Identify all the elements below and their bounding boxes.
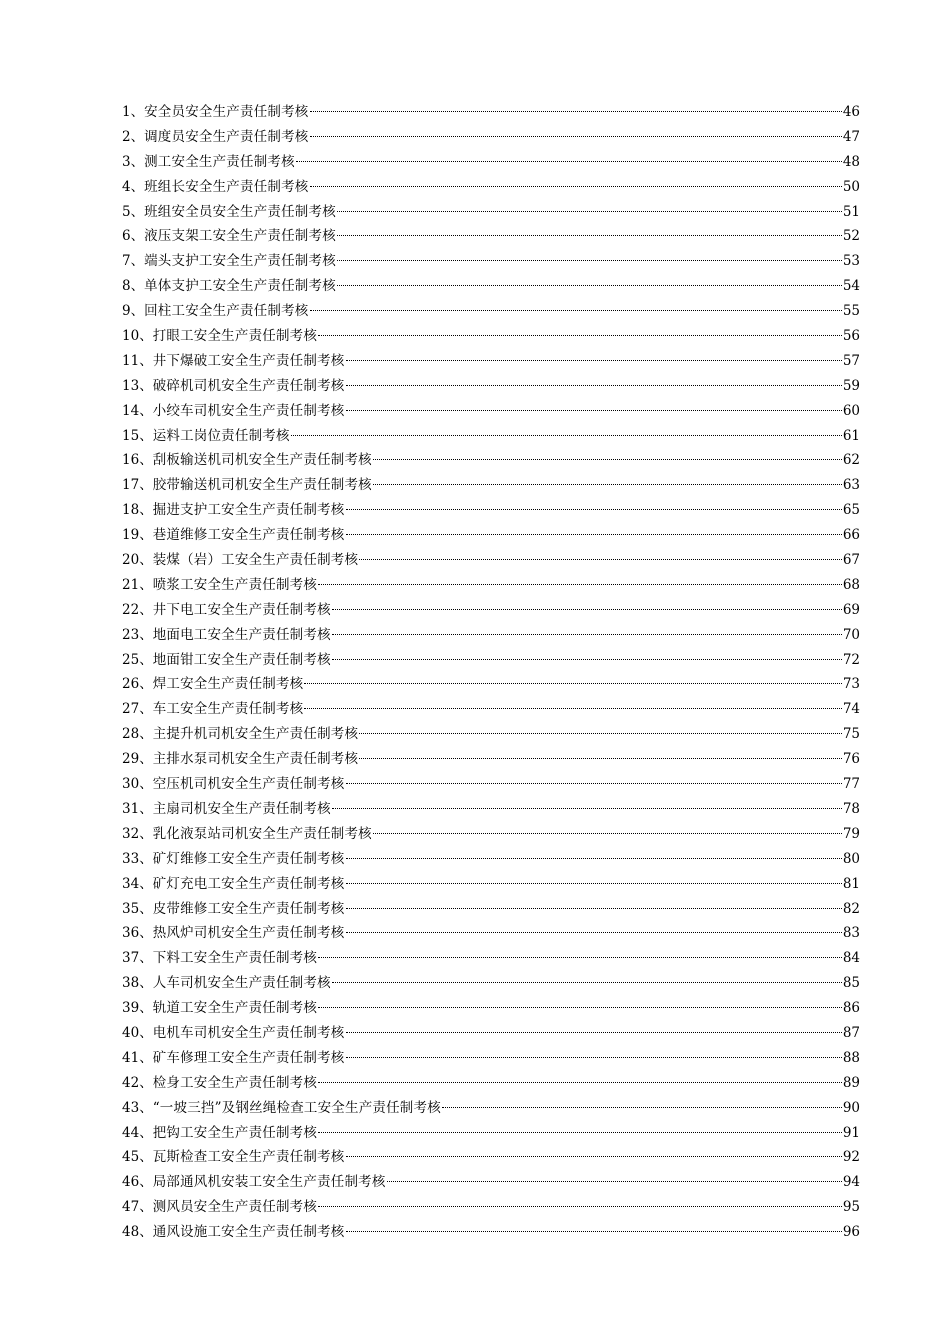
toc-entry[interactable] [122, 150, 860, 175]
toc-dot-leader [318, 957, 842, 958]
toc-entry-separator: 、 [139, 626, 153, 643]
toc-entry-separator: 、 [130, 278, 145, 295]
toc-entry-title: 下料工安全生产责任制考核 [152, 950, 318, 967]
toc-entry-number: 40 [122, 1024, 140, 1041]
toc-entry-separator: 、 [139, 477, 153, 494]
toc-entry-number: 32 [122, 825, 140, 842]
toc-entry-number: 14 [122, 402, 140, 419]
toc-entry-page-number: 74 [842, 701, 860, 718]
toc-entry-number: 6 [122, 228, 131, 245]
toc-dot-leader [346, 1231, 842, 1232]
toc-dot-leader [337, 235, 842, 236]
toc-entry-page-number: 85 [842, 975, 860, 992]
toc-entry-page-number: 51 [842, 203, 860, 220]
toc-entry-title: 单体支护工安全生产责任制考核 [144, 278, 336, 295]
toc-entry-number: 17 [122, 477, 140, 494]
toc-entry-page-number: 53 [842, 253, 860, 270]
toc-entry-title: 测风员安全生产责任制考核 [152, 1199, 318, 1216]
toc-entry-number: 21 [122, 576, 140, 593]
toc-entry-separator: 、 [130, 303, 145, 320]
toc-entry-page-number: 63 [842, 477, 860, 494]
toc-entry-number: 10 [122, 328, 140, 345]
toc-entry-separator: 、 [139, 527, 153, 544]
toc-entry-number: 36 [122, 925, 140, 942]
toc-entry-separator: 、 [139, 1149, 153, 1166]
toc-entry-title: 回柱工安全生产责任制考核 [144, 303, 309, 320]
toc-dot-leader [346, 534, 842, 535]
toc-entry-title: 检身工安全生产责任制考核 [152, 1074, 318, 1091]
toc-dot-leader [318, 1007, 842, 1008]
toc-entry-title: 井下电工安全生产责任制考核 [152, 601, 331, 618]
toc-entry[interactable] [122, 324, 860, 349]
toc-entry-title: 矿灯充电工安全生产责任制考核 [152, 875, 345, 892]
toc-dot-leader [346, 509, 842, 510]
toc-entry-separator: 、 [139, 776, 153, 793]
toc-entry-number: 28 [122, 726, 140, 743]
toc-entry-separator: 、 [139, 402, 153, 419]
toc-entry[interactable] [122, 274, 860, 299]
toc-entry-title: 调度员安全生产责任制考核 [144, 128, 309, 145]
toc-entry-separator: 、 [139, 651, 153, 668]
toc-entry-page-number: 52 [842, 228, 860, 245]
toc-entry-number: 1 [122, 104, 131, 120]
toc-entry-page-number: 73 [842, 676, 860, 693]
toc-entry-page-number: 90 [842, 1099, 860, 1116]
toc-entry-title: 车工安全生产责任制考核 [152, 701, 304, 718]
toc-dot-leader [346, 783, 842, 784]
toc-entry-page-number: 46 [842, 104, 860, 120]
toc-entry-separator: 、 [139, 427, 153, 444]
toc-entry-title: 地面钳工安全生产责任制考核 [152, 651, 331, 668]
toc-entry-separator: 、 [139, 950, 153, 967]
toc-entry-separator: 、 [139, 1199, 153, 1216]
toc-entry[interactable] [122, 548, 860, 573]
toc-dot-leader [346, 883, 842, 884]
toc-entry[interactable] [122, 498, 860, 523]
toc-entry-number: 8 [122, 278, 131, 295]
toc-entry-number: 44 [122, 1124, 140, 1141]
toc-entry[interactable] [122, 299, 860, 324]
toc-dot-leader [310, 186, 842, 187]
toc-entry-separator: 、 [139, 1049, 153, 1066]
toc-entry-separator: 、 [130, 203, 145, 220]
toc-entry-separator: 、 [139, 925, 153, 942]
toc-entry-title: “一坡三挡”及钢丝绳检查工安全生产责任制考核 [152, 1099, 441, 1116]
toc-entry-page-number: 76 [842, 751, 860, 768]
toc-entry[interactable] [122, 349, 860, 374]
toc-dot-leader [387, 1181, 842, 1182]
toc-entry-number: 34 [122, 875, 140, 892]
toc-entry-page-number: 59 [842, 377, 860, 394]
toc-entry[interactable] [122, 100, 860, 125]
toc-entry-number: 26 [122, 676, 140, 693]
toc-dot-leader [442, 1107, 842, 1108]
toc-entry[interactable] [122, 374, 860, 399]
toc-dot-leader [318, 584, 842, 585]
toc-dot-leader [346, 385, 842, 386]
toc-entry[interactable] [122, 872, 860, 897]
toc-entry-title: 井下爆破工安全生产责任制考核 [152, 352, 345, 369]
toc-dot-leader [346, 1156, 842, 1157]
toc-entry-title: 运料工岗位责任制考核 [152, 427, 290, 444]
toc-entry-page-number: 94 [842, 1174, 860, 1191]
toc-entry-page-number: 47 [842, 128, 860, 145]
toc-entry-separator: 、 [139, 900, 153, 917]
toc-entry-page-number: 80 [842, 850, 860, 867]
toc-entry-number: 3 [122, 153, 131, 170]
toc-dot-leader [346, 1032, 842, 1033]
toc-entry-separator: 、 [139, 726, 153, 743]
toc-entry-page-number: 65 [842, 502, 860, 519]
toc-entry-separator: 、 [139, 1024, 153, 1041]
toc-dot-leader [359, 733, 842, 734]
toc-entry-separator: 、 [139, 1000, 153, 1017]
toc-dot-leader [373, 459, 842, 460]
toc-entry-number: 43 [122, 1099, 140, 1116]
toc-entry-separator: 、 [139, 1074, 153, 1091]
toc-entry-page-number: 81 [842, 875, 860, 892]
toc-entry-title: 通风设施工安全生产责任制考核 [152, 1224, 345, 1241]
toc-dot-leader [310, 310, 842, 311]
toc-entry-page-number: 78 [842, 800, 860, 817]
toc-entry-title: 喷浆工安全生产责任制考核 [152, 576, 318, 593]
toc-entry-separator: 、 [139, 1124, 153, 1141]
toc-entry-number: 41 [122, 1049, 140, 1066]
toc-entry-page-number: 88 [842, 1049, 860, 1066]
toc-entry-title: 端头支护工安全生产责任制考核 [144, 253, 336, 270]
toc-entry-title: 掘进支护工安全生产责任制考核 [152, 502, 345, 519]
toc-entry[interactable] [122, 424, 860, 449]
toc-entry[interactable] [122, 623, 860, 648]
toc-entry[interactable] [122, 897, 860, 922]
toc-entry-title: 班组长安全生产责任制考核 [144, 178, 309, 195]
toc-entry-number: 47 [122, 1199, 140, 1216]
toc-entry[interactable] [122, 1021, 860, 1046]
toc-entry[interactable] [122, 1121, 860, 1146]
toc-entry-number: 16 [122, 452, 140, 469]
toc-entry-separator: 、 [139, 676, 153, 693]
toc-dot-leader [318, 1132, 842, 1133]
toc-dot-leader [310, 111, 842, 112]
toc-entry-page-number: 95 [842, 1199, 860, 1216]
toc-entry[interactable] [122, 448, 860, 473]
toc-entry-page-number: 70 [842, 626, 860, 643]
toc-entry-title: 热风炉司机安全生产责任制考核 [152, 925, 345, 942]
toc-entry[interactable] [122, 822, 860, 847]
toc-entry-number: 22 [122, 601, 140, 618]
toc-entry-title: 刮板输送机司机安全生产责任制考核 [152, 452, 372, 469]
toc-entry-number: 31 [122, 800, 140, 817]
toc-entry-number: 2 [122, 128, 131, 145]
toc-entry[interactable] [122, 996, 860, 1021]
toc-entry-separator: 、 [139, 601, 153, 618]
toc-entry-separator: 、 [139, 576, 153, 593]
toc-entry-title: 空压机司机安全生产责任制考核 [152, 776, 345, 793]
toc-entry-page-number: 48 [842, 153, 860, 170]
toc-dot-leader [346, 1057, 842, 1058]
toc-dot-leader [346, 360, 842, 361]
toc-entry-page-number: 84 [842, 950, 860, 967]
toc-entry-title: 焊工安全生产责任制考核 [152, 676, 304, 693]
toc-entry-title: 测工安全生产责任制考核 [144, 153, 295, 170]
toc-dot-leader [346, 410, 842, 411]
toc-entry[interactable] [122, 399, 860, 424]
toc-entry-page-number: 83 [842, 925, 860, 942]
toc-entry-page-number: 79 [842, 825, 860, 842]
toc-entry-number: 23 [122, 626, 140, 643]
toc-entry-title: 液压支架工安全生产责任制考核 [144, 228, 336, 245]
toc-entry-separator: 、 [139, 377, 153, 394]
toc-entry-title: 安全员安全生产责任制考核 [144, 104, 309, 120]
toc-entry-page-number: 55 [842, 303, 860, 320]
toc-entry-page-number: 89 [842, 1074, 860, 1091]
toc-entry-number: 7 [122, 253, 131, 270]
toc-entry[interactable] [122, 921, 860, 946]
toc-entry-page-number: 67 [842, 552, 860, 569]
toc-entry-separator: 、 [139, 875, 153, 892]
toc-entry[interactable] [122, 598, 860, 623]
toc-entry-number: 5 [122, 203, 131, 220]
toc-entry-number: 18 [122, 502, 140, 519]
toc-entry-number: 13 [122, 377, 140, 394]
toc-entry-separator: 、 [139, 1099, 153, 1116]
toc-entry-page-number: 54 [842, 278, 860, 295]
toc-entry-title: 胶带输送机司机安全生产责任制考核 [152, 477, 372, 494]
toc-entry[interactable] [122, 523, 860, 548]
toc-entry-page-number: 62 [842, 452, 860, 469]
toc-entry-title: 皮带维修工安全生产责任制考核 [152, 900, 345, 917]
toc-entry-page-number: 91 [842, 1124, 860, 1141]
toc-dot-leader [318, 335, 842, 336]
toc-entry-separator: 、 [130, 178, 145, 195]
toc-entry[interactable] [122, 175, 860, 200]
toc-entry-page-number: 57 [842, 352, 860, 369]
toc-entry-page-number: 92 [842, 1149, 860, 1166]
toc-entry[interactable] [122, 1046, 860, 1071]
toc-entry[interactable] [122, 747, 860, 772]
toc-entry-title: 轨道工安全生产责任制考核 [152, 1000, 318, 1017]
toc-entry-title: 矿车修理工安全生产责任制考核 [152, 1049, 345, 1066]
toc-entry-page-number: 56 [842, 328, 860, 345]
toc-entry-title: 人车司机安全生产责任制考核 [152, 975, 331, 992]
toc-entry[interactable] [122, 697, 860, 722]
toc-entry-title: 地面电工安全生产责任制考核 [152, 626, 331, 643]
toc-entry[interactable] [122, 971, 860, 996]
toc-dot-leader [346, 858, 842, 859]
toc-dot-leader [337, 260, 842, 261]
toc-entry-separator: 、 [139, 328, 153, 345]
toc-entry-number: 19 [122, 527, 140, 544]
toc-dot-leader [332, 634, 842, 635]
toc-entry[interactable] [122, 1071, 860, 1096]
toc-entry-number: 15 [122, 427, 140, 444]
toc-entry-page-number: 96 [842, 1224, 860, 1241]
toc-dot-leader [359, 559, 842, 560]
toc-entry-page-number: 86 [842, 1000, 860, 1017]
toc-dot-leader [346, 932, 842, 933]
toc-entry-separator: 、 [139, 850, 153, 867]
toc-entry-page-number: 61 [842, 427, 860, 444]
toc-entry-number: 37 [122, 950, 140, 967]
toc-entry-number: 25 [122, 651, 140, 668]
toc-entry-page-number: 69 [842, 601, 860, 618]
toc-entry-page-number: 60 [842, 402, 860, 419]
toc-dot-leader [337, 285, 842, 286]
toc-entry-separator: 、 [130, 153, 145, 170]
toc-dot-leader [359, 758, 842, 759]
toc-entry[interactable] [122, 672, 860, 697]
toc-entry[interactable] [122, 847, 860, 872]
toc-entry-number: 20 [122, 552, 140, 569]
toc-dot-leader [291, 435, 842, 436]
toc-entry-page-number: 75 [842, 726, 860, 743]
toc-entry-title: 乳化液泵站司机安全生产责任制考核 [152, 825, 372, 842]
toc-entry-title: 破碎机司机安全生产责任制考核 [152, 377, 345, 394]
toc-dot-leader [310, 136, 842, 137]
toc-entry-page-number: 68 [842, 576, 860, 593]
toc-entry-page-number: 66 [842, 527, 860, 544]
toc-entry-number: 33 [122, 850, 140, 867]
toc-entry-page-number: 82 [842, 900, 860, 917]
toc-entry-separator: 、 [130, 228, 145, 245]
toc-entry-separator: 、 [139, 701, 153, 718]
toc-entry-number: 30 [122, 776, 140, 793]
toc-entry-title: 巷道维修工安全生产责任制考核 [152, 527, 345, 544]
toc-entry-number: 4 [122, 178, 131, 195]
toc-entry-number: 35 [122, 900, 140, 917]
toc-entry-page-number: 50 [842, 178, 860, 195]
toc-entry-separator: 、 [139, 975, 153, 992]
toc-entry[interactable] [122, 249, 860, 274]
toc-entry-title: 小绞车司机安全生产责任制考核 [152, 402, 345, 419]
toc-entry-separator: 、 [139, 1174, 153, 1191]
toc-entry-number: 46 [122, 1174, 140, 1191]
toc-entry-separator: 、 [130, 253, 145, 270]
toc-entry-separator: 、 [139, 825, 153, 842]
table-of-contents [122, 100, 860, 1245]
toc-entry[interactable] [122, 1096, 860, 1121]
toc-dot-leader [304, 708, 841, 709]
toc-entry[interactable] [122, 946, 860, 971]
toc-entry[interactable] [122, 722, 860, 747]
toc-entry-title: 打眼工安全生产责任制考核 [152, 328, 318, 345]
toc-dot-leader [373, 833, 842, 834]
toc-entry-number: 27 [122, 701, 140, 718]
toc-entry-title: 瓦斯检查工安全生产责任制考核 [152, 1149, 345, 1166]
toc-entry-title: 主排水泵司机安全生产责任制考核 [152, 751, 359, 768]
toc-entry-page-number: 87 [842, 1024, 860, 1041]
toc-dot-leader [332, 609, 842, 610]
toc-entry-number: 29 [122, 751, 140, 768]
toc-entry-separator: 、 [139, 452, 153, 469]
toc-entry-number: 45 [122, 1149, 140, 1166]
toc-entry[interactable] [122, 125, 860, 150]
toc-entry-title: 主提升机司机安全生产责任制考核 [152, 726, 359, 743]
toc-entry[interactable] [122, 473, 860, 498]
toc-entry[interactable] [122, 1145, 860, 1170]
toc-dot-leader [332, 659, 842, 660]
toc-dot-leader [296, 161, 842, 162]
toc-entry-separator: 、 [139, 1224, 153, 1241]
toc-entry[interactable] [122, 1195, 860, 1220]
toc-entry-number: 38 [122, 975, 140, 992]
toc-dot-leader [318, 1206, 842, 1207]
toc-entry-page-number: 77 [842, 776, 860, 793]
toc-entry-number: 11 [122, 352, 140, 369]
toc-entry[interactable] [122, 224, 860, 249]
toc-entry-separator: 、 [139, 800, 153, 817]
toc-dot-leader [304, 683, 841, 684]
toc-dot-leader [332, 808, 842, 809]
toc-entry[interactable] [122, 772, 860, 797]
toc-entry-separator: 、 [139, 552, 153, 569]
toc-dot-leader [373, 484, 842, 485]
toc-entry-title: 电机车司机安全生产责任制考核 [152, 1024, 345, 1041]
toc-entry-number: 48 [122, 1224, 140, 1241]
toc-entry-number: 9 [122, 303, 131, 320]
toc-entry-title: 主扇司机安全生产责任制考核 [152, 800, 331, 817]
toc-entry-number: 42 [122, 1074, 140, 1091]
toc-entry-number: 39 [122, 1000, 140, 1017]
toc-entry[interactable] [122, 1170, 860, 1195]
toc-entry-title: 矿灯维修工安全生产责任制考核 [152, 850, 345, 867]
toc-entry[interactable] [122, 573, 860, 598]
toc-entry[interactable] [122, 648, 860, 673]
toc-entry-title: 装煤（岩）工安全生产责任制考核 [152, 552, 359, 569]
toc-entry[interactable] [122, 1220, 860, 1245]
toc-entry[interactable] [122, 797, 860, 822]
toc-dot-leader [346, 908, 842, 909]
toc-entry-title: 局部通风机安装工安全生产责任制考核 [152, 1174, 386, 1191]
toc-dot-leader [332, 982, 842, 983]
toc-entry[interactable] [122, 200, 860, 225]
toc-entry-page-number: 72 [842, 651, 860, 668]
toc-entry-separator: 、 [139, 352, 153, 369]
toc-entry-separator: 、 [130, 104, 145, 120]
toc-entry-separator: 、 [139, 751, 153, 768]
toc-entry-title: 把钩工安全生产责任制考核 [152, 1124, 318, 1141]
toc-dot-leader [337, 211, 842, 212]
toc-entry-title: 班组安全员安全生产责任制考核 [144, 203, 336, 220]
toc-dot-leader [318, 1082, 842, 1083]
toc-entry-separator: 、 [130, 128, 145, 145]
toc-entry-separator: 、 [139, 502, 153, 519]
